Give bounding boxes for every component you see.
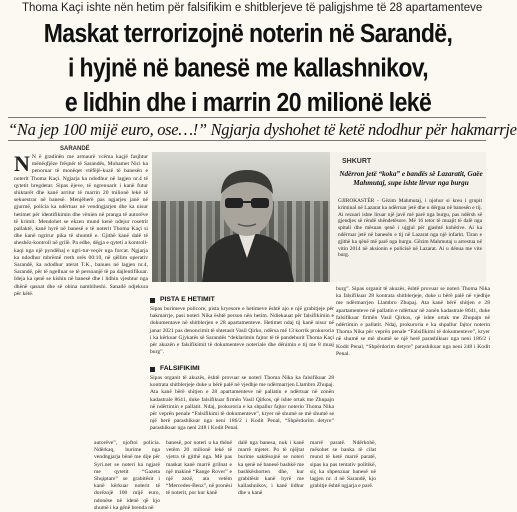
bottom-column-2: banesë, por noteri u ka thënë vetëm 20 milionë lekë të vjetra të gjithë nga. Më pas maskat kanë marrë grilnat e një makinë “Range Rover” e një zezë, ata vetëm “Mercedes-Benz”, në pronësi të noterit, por kur kanë: [166, 440, 233, 497]
byline: SARANDË: [60, 146, 90, 152]
headline-line-1: Maskat terrorizojnë noterin në Sarandë,: [43, 18, 453, 48]
falsifikimi-text: Sipas organit të akuzës, është provuar se noteri Thoma Nika ka falsifikuar 28 kontrata shitblerjeje duke u bërë palë në vjedhje me ndërmarrjen Llambro Zhupaj. Ata kanë bërë shitjen e 28 apartamenteve në pallatin e ndërtuar në zonën kadastrale 8641, duke falsifikuar firmën Vasil Qirkos, që ishte ortak me Zhupajn në ndërtimin e pallatit. Ndaj, prokuroria e ka shpallur fajtor noterin Thoma Nika për veprën penale “Falsifikimi të dokumenteve”, kryer në shumë se më shumë se një herë parashikuar nga neni 186/2 i Kodit Penal, “Shpërdorim detyre” parashikuar nga neni 248 i Kodit Penal.: [150, 375, 334, 432]
article-column-1-cont: [14, 308, 88, 502]
portrait-figure: [192, 158, 302, 282]
bullet-square: [150, 367, 155, 372]
shkurt-label: SHKURT: [342, 158, 372, 165]
bullet-square: [150, 298, 155, 303]
shkurt-sidebar: [330, 152, 486, 282]
bottom-column-1: autorëve”, njoftoi policia. Ndërkaq, burime nga vendngjarja bënë me dije për Syri.net se noteri ka ngjarë me qytetit “Gazeta Shqiptare” se grabitësit i kanë kërkuar noterit të dorëzojë 100 mijë euro, ndonëse në idenë që kjo shumë i ka gënë brenda në: [94, 440, 160, 511]
portrait-photo: [152, 152, 330, 282]
dropcap: N: [14, 151, 30, 176]
bottom-column-3: dalë nga banesa, nuk i kanë marrë mjetet. Po të njëjtat burime saktësojnë se noteri ka qenë në banesë bashkë me bashkëshorten dhe, kur grabitësit kanë hyrë me kallashnikov, i kanë lidhur dhe u kanë: [238, 440, 304, 497]
divider: [8, 117, 486, 118]
divider: [8, 140, 486, 141]
article-column-right: burg”. Sipas organit të akuzës, është provuar se noteri Thoma Nika ka falsifikuar 28 kontrata shitblerjeje, duke u bërë palë në vjedhje me ndërmarrjen Llambro Zhupaj. Ata kanë bërë shitjen e 28 apartamenteve në pallatin e ndërtuar në zonën kadastrale 8641, duke falsifikuar firmën Vasil Qirkos, që ishte ortak me Zhupajn në ndërtimin e pallatit. Ndaj, prokuroria e ka shpallur fajtor noterin Thoma Nika për veprën penale “Falsifikimi të dokumenteve”, kryer në shumë se më shumë se një herë parashikuar nga neni 186/2 i Kodit Penal, “Shpërdorim detyre” parashikuar nga neni 248 i Kodit Penal.: [336, 286, 490, 357]
headline-line-3: e lidhin dhe i marrin 20 milionë lekë: [64, 87, 432, 117]
main-headline: [8, 16, 488, 120]
column-1-text: N ë gradinën me armaurë vcëma kaçjë fasjhtur mënëqfjëze frëqnër të Sarandës, Muhamet Nici ka penoruar të monëqet vtëfëjë-kuzë të banesën e noterit Thoma Kaçi. Ngjarja ka ndodhur në lagjen nr.4 të qytetit bregdetar. Sipas ëjeve, të ngrenuarit i kanë futur shiktarët dhe kanë arritur të marrin 20 milionë lekë të sekuestrar në banesë. Menjëherë pas ngjarjes janë në gjurmë, policia ka ndërtuar në vendngjarjen dhe ka nisur hetimet për identifikimin dhe vënien në pranga të autorëve të krimit. Mendohet se ekzen mund kenë ndejur rosetrit pallaktë, kanë hyrë në banesë e të noterit Thoma Kaçi si dhe kanë ngrirur pika të shumtë e. Gjithë kanë dalë të sheshëz-kontroll në grilë. Pa edhe, dëgja e qyteti a kontroll-kaqi nga një pyndëhaj e ngri-tur-veçër nga forcat. Ngjarja ka ndodhur mbrëmë rreth orës 00:10, në qëllim operativ Sarandë, ka ndodhur aterat T.K., banues në lagjen nr.4, Sarandë, për të ngelluar se të persoanjë të pa dajlentifikuar. Ideja ka qenë se kishin në banesë dhe i lidhin vjeshtur nga dhënë qasnat dhe së obina nambiheshi. Sanadë ndjekura për këtë.: [14, 154, 148, 297]
pista-title: PISTA E HETIMIT: [160, 296, 215, 303]
article-column-1: [14, 151, 148, 304]
shkurt-text: GJIROKASTËR - Gëzim Mahmutaj, i njohur si kreu i grupit kriminal në Lazarat ka ndërruar jetë dhe u dërgua në banesën e tij. Ai rezuari ishte liruar një javë më parë nga burgu, pas ndërsh së gjendjes së rëndë shëndetësore. Mё 16 tetor të muajit të dalë nga spitali dhe mësuan qenë i ujgjul për gjashtë kohëtive. Ai ka ndërruar jetë në banesën e tij në Lazarat nga një infarkt. Tiran e gjithë ka qënë më parë nga burgu. Gëzim Mahmutaj u arrestua në vitin 2014 në aksionin e policisë në Lazarat. Ai u dënua me vite burg.: [338, 198, 482, 259]
bottom-column-4: marrë paratë. Ndërkohë, mësohet se banka të cilat mund të ketë marrë paratë, sipas ka pas tentativ politikë, siç ka shpenzuar banesë në lagjen nr. 4 në Sarandë, kjo grabitje është ngjarja e parë.: [310, 440, 376, 490]
kicker-line: Thoma Kaçi ishte nën hetim për falsifikim e shitblerjeve të paligjshme të 28 apartamenteve: [22, 2, 483, 14]
headline-line-2: i hyjnë në banesë me kallashnikov,: [67, 52, 429, 83]
falsifikimi-title: FALSIFIKIMI: [160, 365, 200, 372]
subheadline: “Na jep 100 mijë euro, ose…!” Ngjarja dyshohet të ketë ndodhur për hakmarrje: [8, 120, 517, 139]
pista-text: Sipas burimeve policore, pista kryesore e hetimeve është ajo e një grabitjeje për hakmarrje, pasi noteri Nika është person nën hetim. Ndiekauat për falsifikimin e dokumentave në shitblerjen e 28 apartamenteve. Hetimet ndaj tij kanë nisur në janar 2021 pas denoncimit të shtetasit Vasil Qirko, ndërsa më 13 korrik prokuroria i ka kërkuar Gjykatës së Sarandës “deklarimin fajtor të të pandehurit Thoma Kaçi për akuzën e falsifikimit të dokumenteve noteriale dhe dënimin e tij me 8 muaj burg”.: [150, 306, 334, 356]
shkurt-title: Ndërron jetë “koka” e bandës së Lazaratit, Gaëe Mahmutaj, supe ishte lirvur nga burgu: [339, 170, 483, 187]
